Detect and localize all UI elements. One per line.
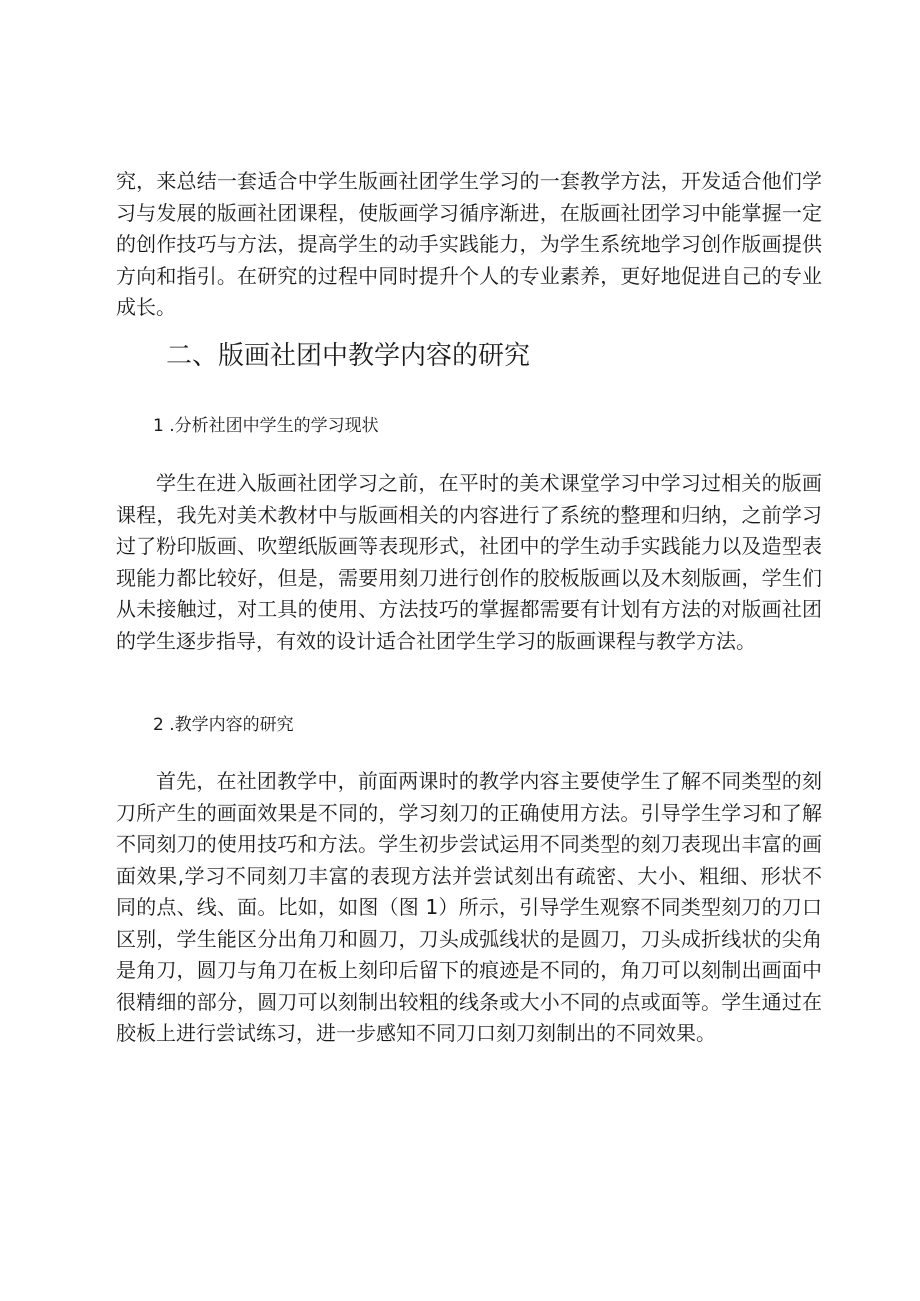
- subsection-paragraph-2: 首先，在社团教学中，前面两课时的教学内容主要使学生了解不同类型的刻刀所产生的画面效果是不同的，学习刻刀的正确使用方法。引导学生学习和了解不同刻刀的使用技巧和方法。学生初步尝试运用不同类型的刻刀表现出丰富的画面效果,学习不同刻刀丰富的表现方法并尝试刻出有疏密、大小、粗细、形状不同的点、线、面。比如，如图（图 1）所示，引导学生观察不同类型刻刀的刀口区别，学生能区分出角刀和圆刀，刀头成弧线状的是圆刀，刀头成折线状的尖角是角刀，圆刀与角刀在板上刻印后留下的痕迹是不同的，角刀可以刻制出画面中很精细的部分，圆刀可以刻制出较粗的线条或大小不同的点或面等。学生通过在胶板上进行尝试练习，进一步感知不同刀口刻刀刻制出的不同效果。: [116, 769, 822, 1045]
- subsection-heading-1: 1 .分析社团中学生的学习现状: [153, 416, 379, 436]
- subsection-heading-2: 2 .教学内容的研究: [153, 715, 294, 735]
- section-heading: 二、版画社团中教学内容的研究: [166, 341, 531, 371]
- subsection-paragraph-1: 学生在进入版画社团学习之前，在平时的美术课堂学习中学习过相关的版画课程，我先对美术教材中与版画相关的内容进行了系统的整理和归纳，之前学习过了粉印版画、吹塑纸版画等表现形式，社团中的学生动手实践能力以及造型表现能力都比较好，但是，需要用刻刀进行创作的胶板版画以及木刻版画，学生们从未接触过，对工具的使用、方法技巧的掌握都需要有计划有方法的对版画社团的学生逐步指导，有效的设计适合社团学生学习的版画课程与教学方法。: [116, 471, 822, 653]
- intro-paragraph: 究，来总结一套适合中学生版画社团学生学习的一套教学方法，开发适合他们学习与发展的版画社团课程，使版画学习循序渐进，在版画社团学习中能掌握一定的创作技巧与方法，提高学生的动手实践能力，为学生系统地学习创作版画提供方向和指引。在研究的过程中同时提升个人的专业素养，更好地促进自己的专业成长。: [116, 169, 822, 319]
